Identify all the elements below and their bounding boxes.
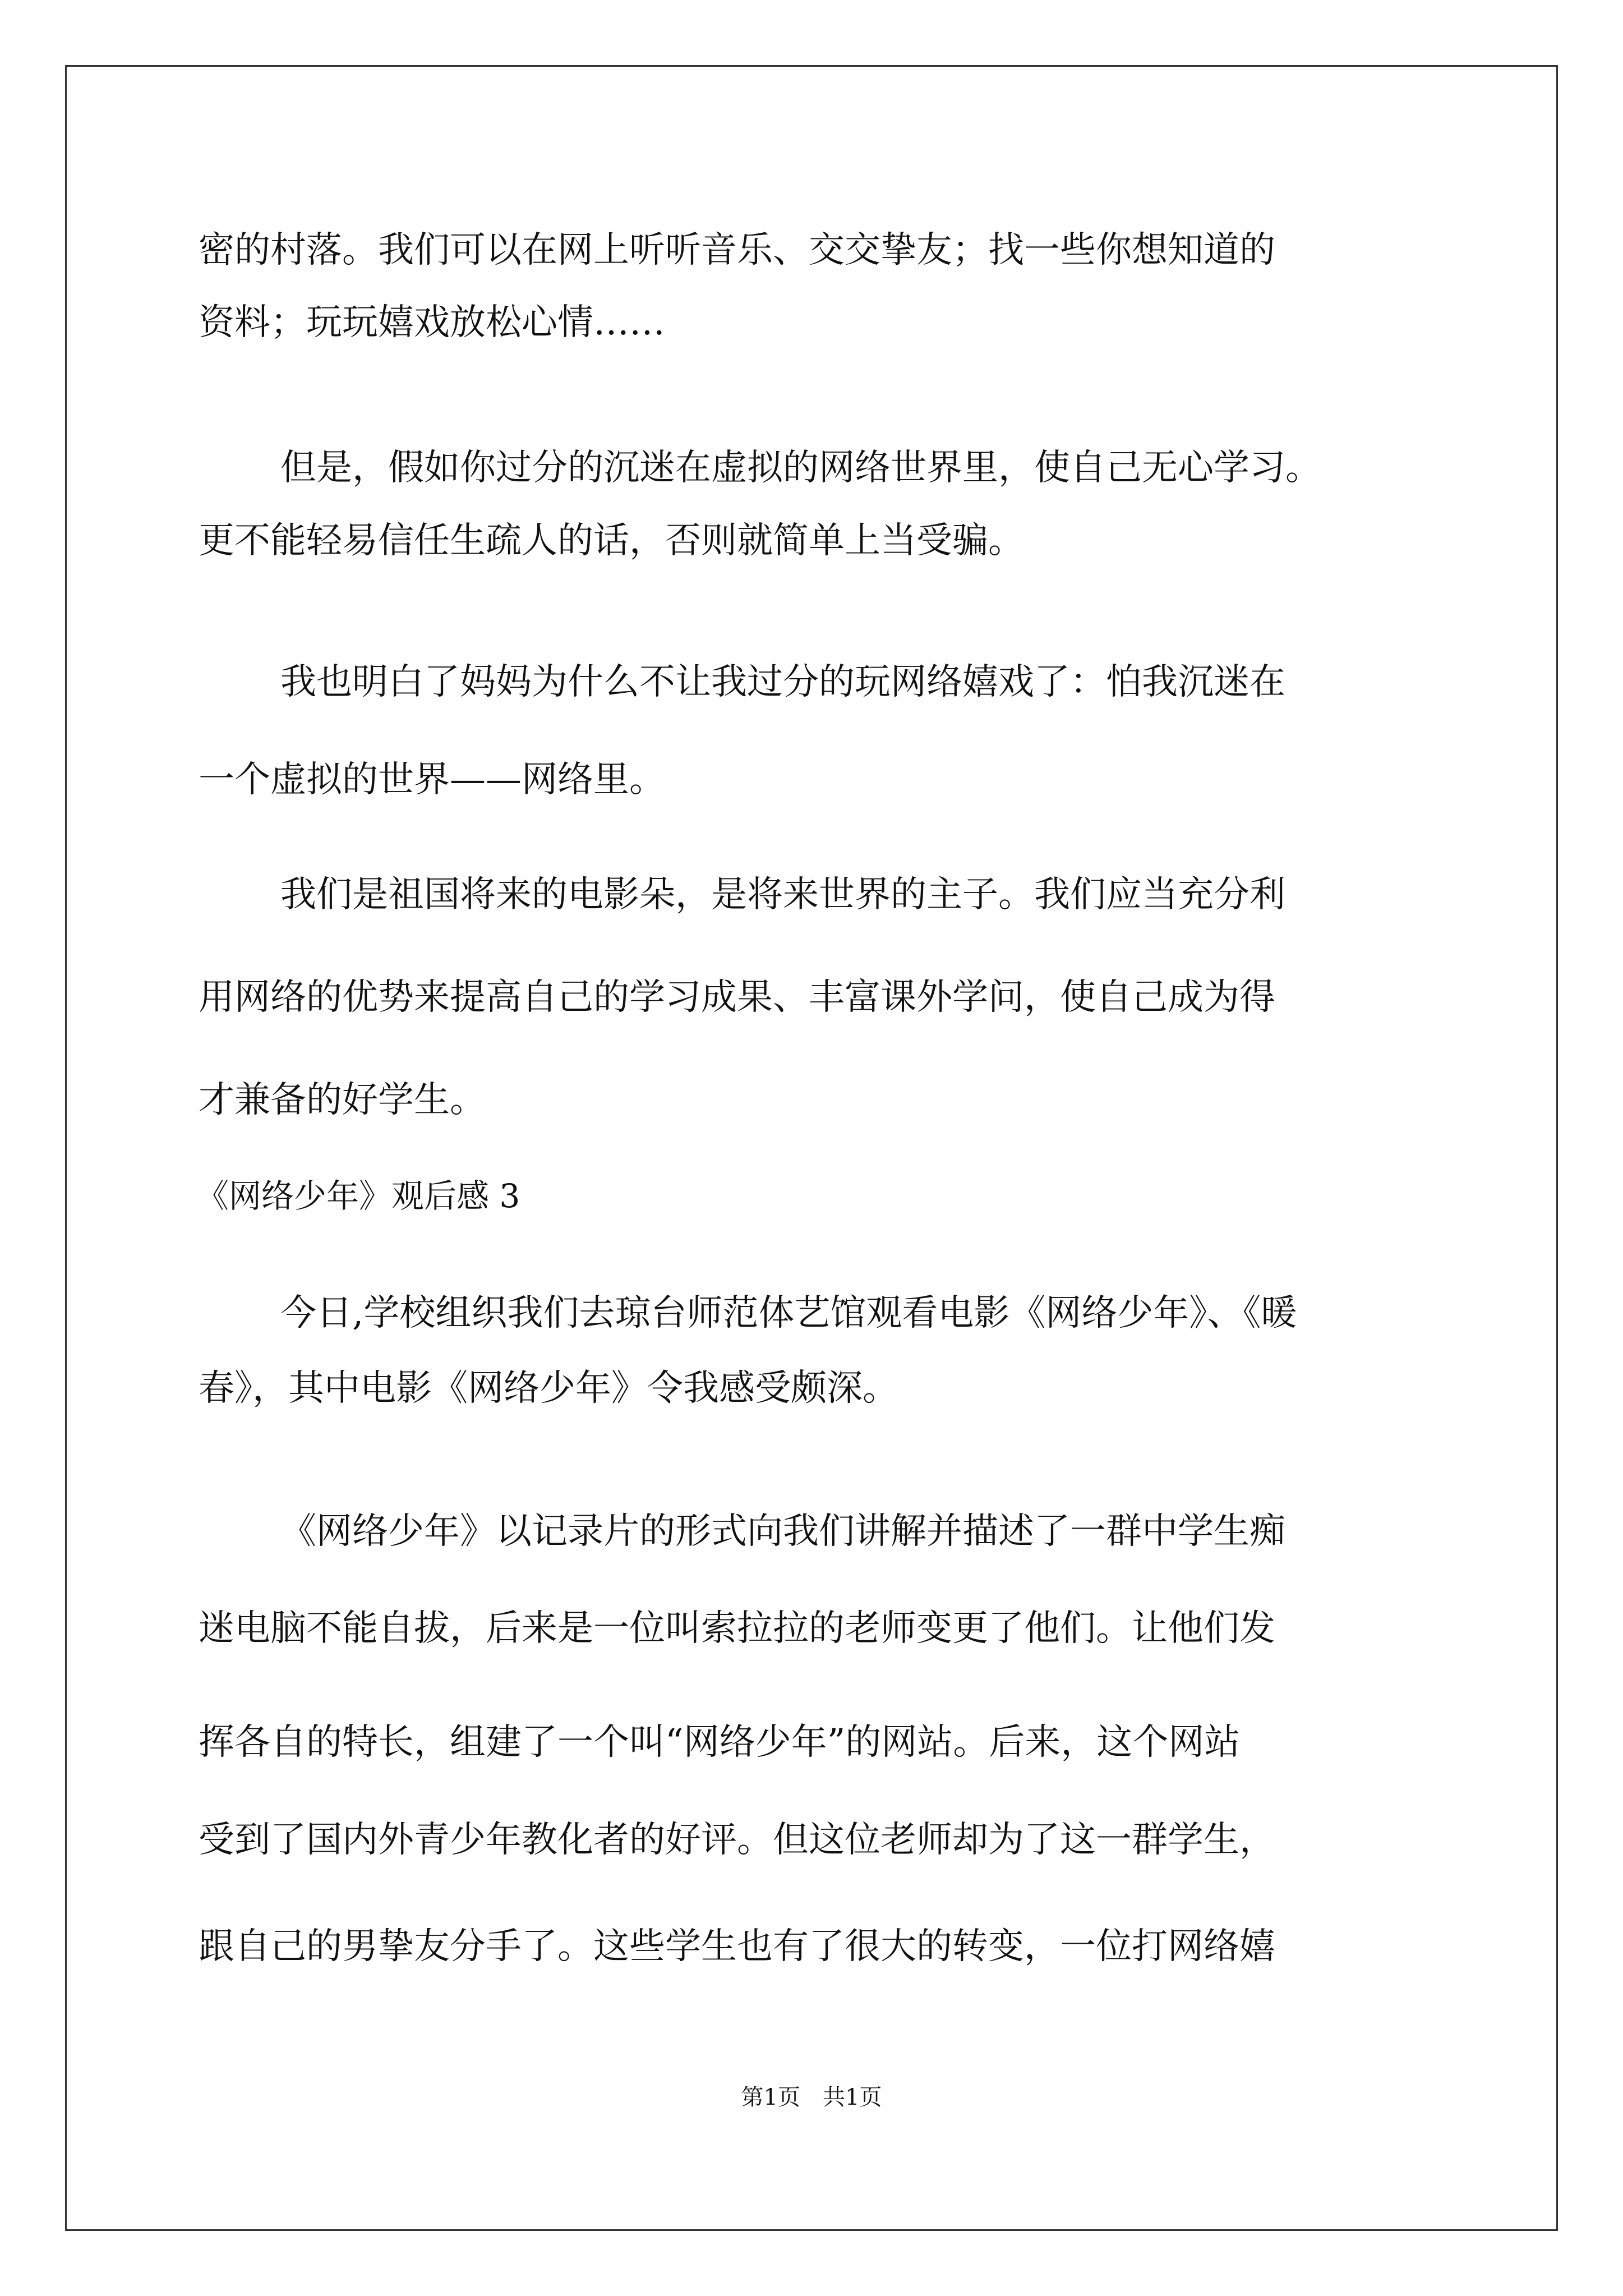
text-line: 迷电脑不能自拔，后来是一位叫索拉拉的老师变更了他们。让他们发 (199, 1608, 1275, 1649)
text-line: 挥各自的特长，组建了一个叫“网络少年”的网站。后来，这个网站 (199, 1722, 1241, 1763)
paragraph-start: 我们是祖国将来的电影朵，是将来世界的主子。我们应当充分利 (280, 874, 1285, 915)
paragraph-start: 《网络少年》以记录片的形式向我们讲解并描述了一群中学生痴 (280, 1511, 1285, 1552)
text-line: 一个虚拟的世界——网络里。 (199, 759, 665, 800)
paragraph-start: 但是，假如你过分的沉迷在虚拟的网络世界里，使自己无心学习。 (280, 447, 1321, 489)
section-heading: 《网络少年》观后感 3 (196, 1177, 520, 1215)
paragraph-start: 我也明白了妈妈为什么不让我过分的玩网络嬉戏了：怕我沉迷在 (280, 661, 1285, 703)
text-line: 用网络的优势来提高自己的学习成果、丰富课外学问，使自己成为得 (199, 977, 1275, 1018)
text-line: 才兼备的好学生。 (199, 1079, 486, 1121)
page-footer: 第1页 共1页 (741, 2085, 882, 2110)
text-line: 资料；玩玩嬉戏放松心情…… (199, 302, 665, 343)
page-border (65, 65, 1558, 2231)
text-line: 受到了国内外青少年教化者的好评。但这位老师却为了这一群学生， (199, 1819, 1275, 1861)
paragraph-start: 今日,学校组织我们去琼台师范体艺馆观看电影《网络少年》、《暖 (280, 1292, 1297, 1334)
text-line: 密的村落。我们可以在网上听听音乐、交交挚友；找一些你想知道的 (199, 229, 1275, 271)
text-line: 春》，其中电影《网络少年》令我感受颇深。 (199, 1368, 898, 1409)
text-line: 跟自己的男挚友分手了。这些学生也有了很大的转变，一位打网络嬉 (199, 1926, 1275, 1967)
text-line: 更不能轻易信任生疏人的话，否则就简单上当受骗。 (199, 520, 1024, 562)
